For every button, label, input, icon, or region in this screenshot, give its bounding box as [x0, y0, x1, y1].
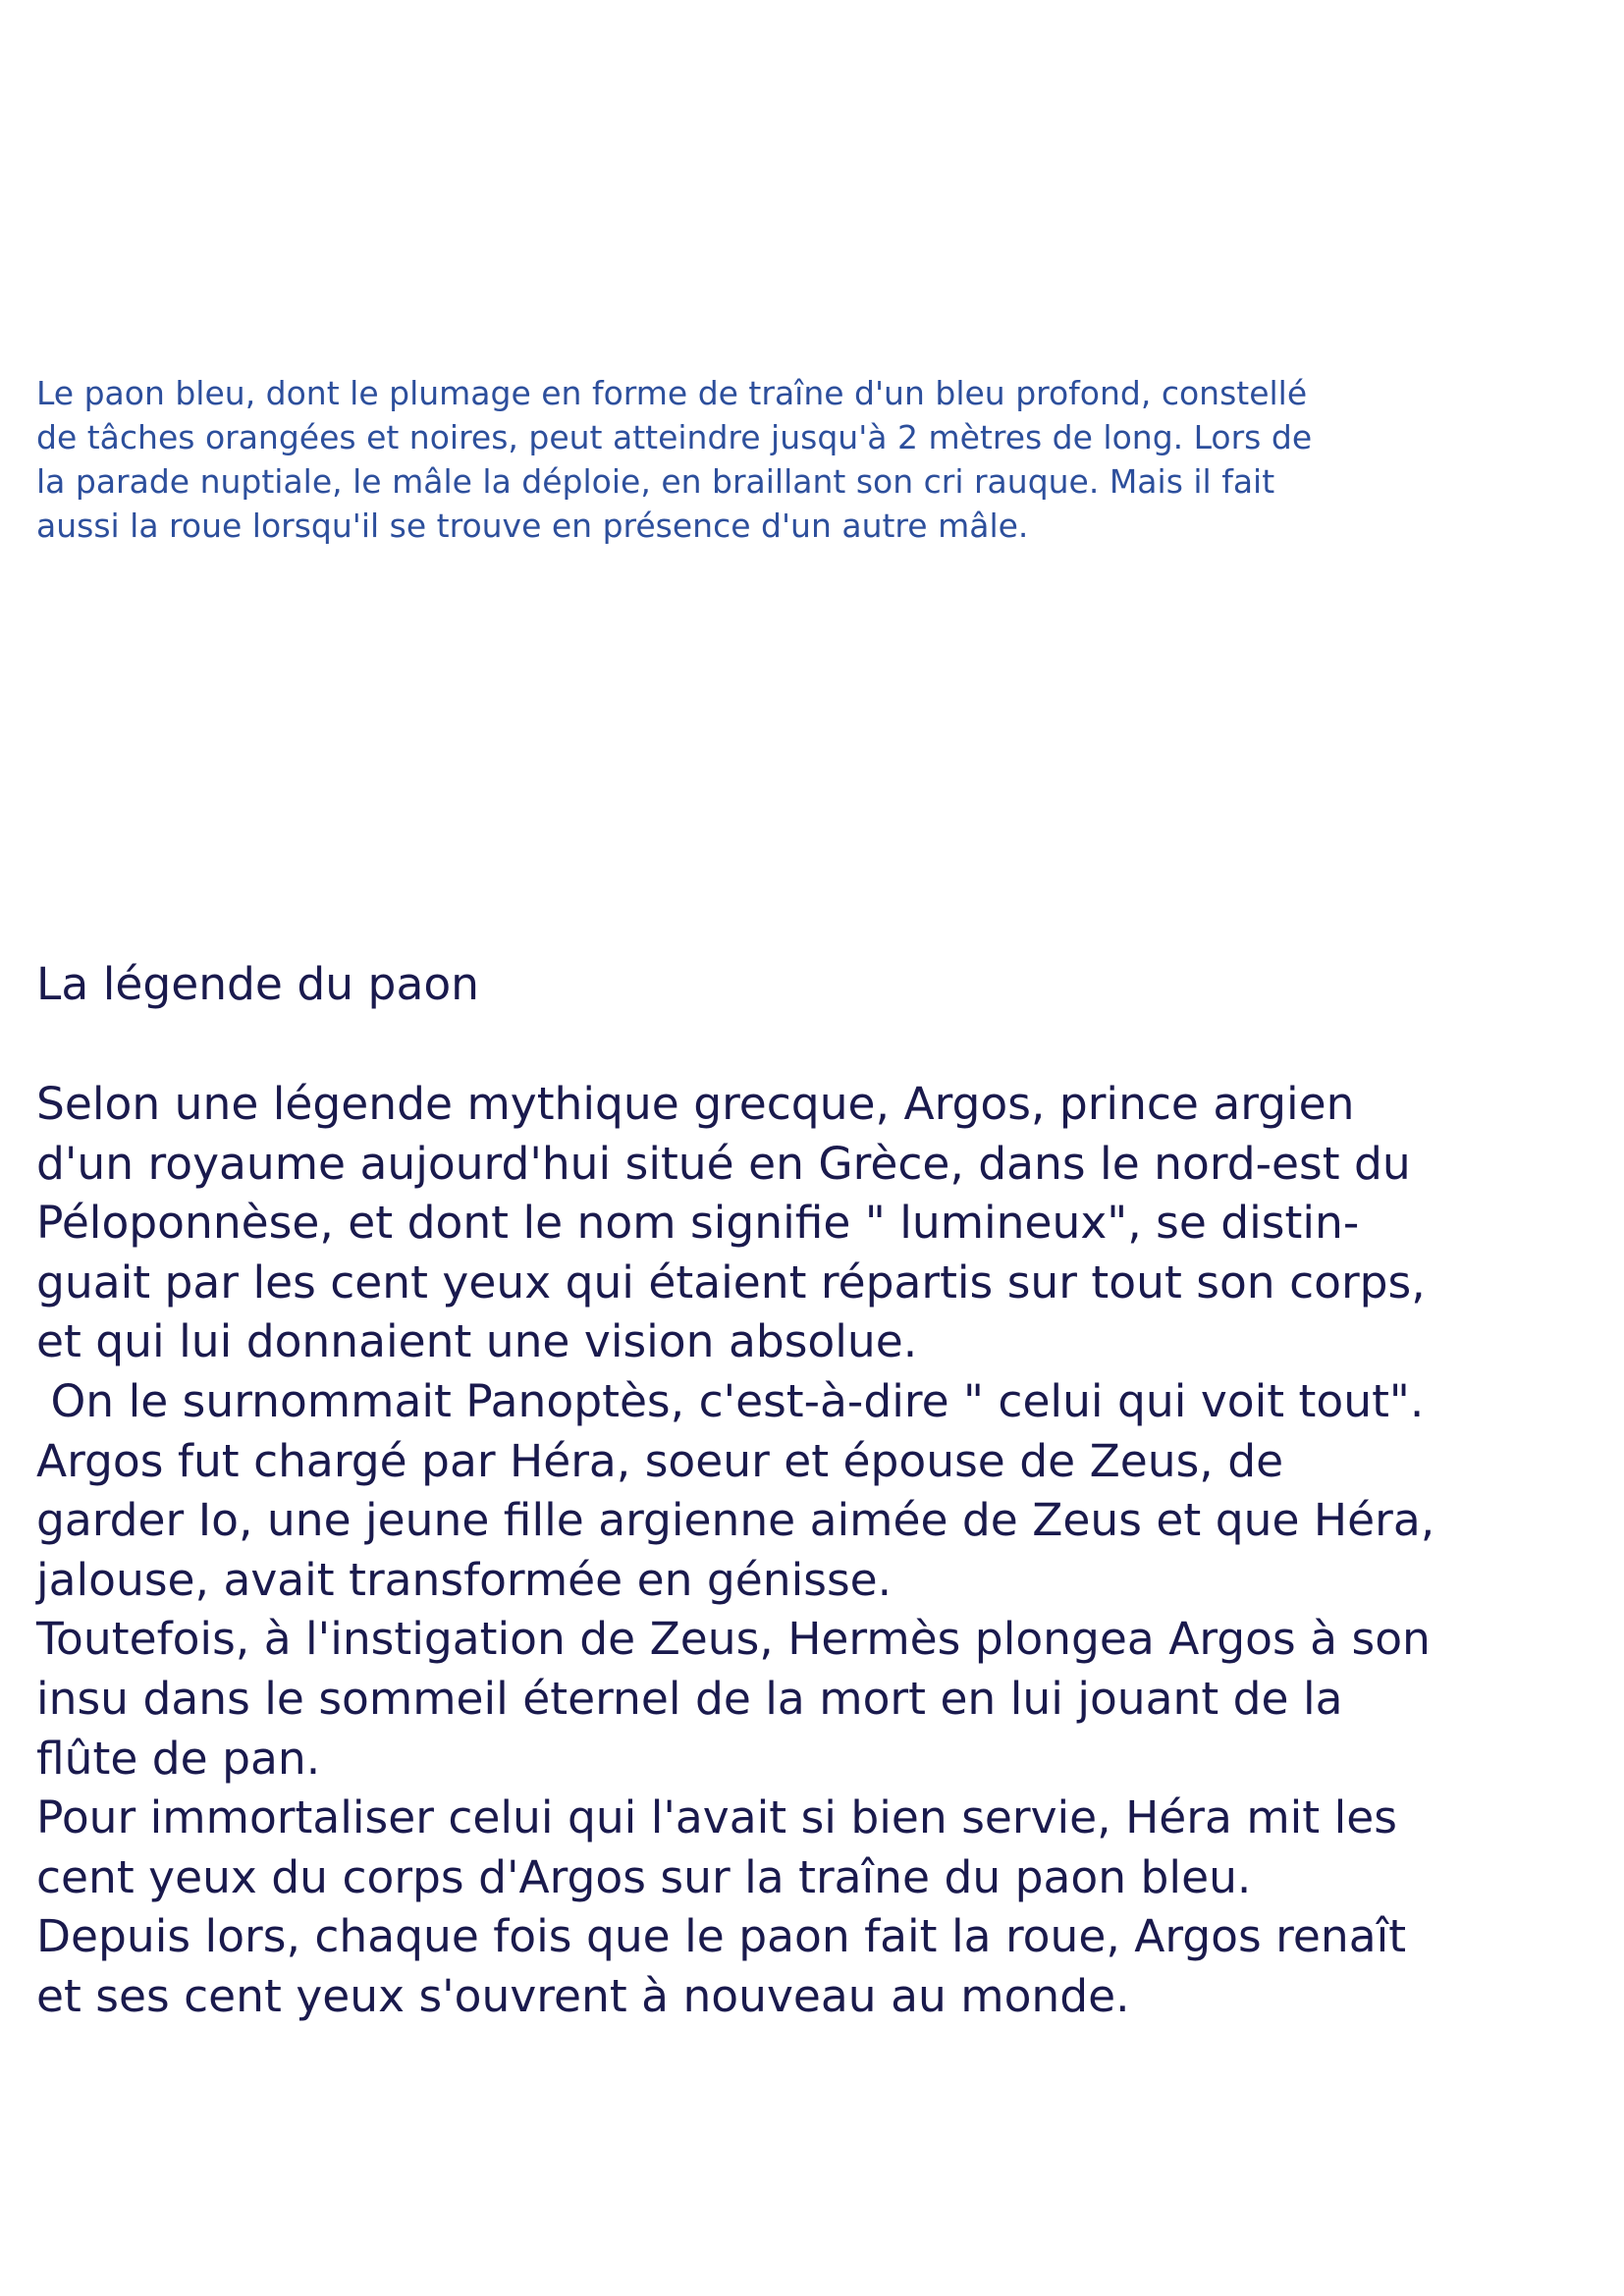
legend-line: Toutefois, à l'instigation de Zeus, Hermès plongea Argos à son [36, 1613, 1431, 1666]
legend-line: jalouse, avait transformée en génisse. [36, 1553, 893, 1606]
legend-heading: La légende du paon [36, 958, 480, 1010]
legend-line: garder Io, une jeune fille argienne aimée de Zeus et que Héra, [36, 1494, 1435, 1547]
legend-line: et qui lui donnaient une vision absolue. [36, 1315, 918, 1368]
intro-line: aussi la roue lorsqu'il se trouve en présence d'un autre mâle. [36, 507, 1029, 545]
legend-line: On le surnommait Panoptès, c'est-à-dire " celui qui voit tout". [36, 1374, 1425, 1427]
intro-line: Le paon bleu, dont le plumage en forme de traîne d'un bleu profond, constellé [36, 374, 1308, 412]
legend-line: insu dans le sommeil éternel de la mort en lui jouant de la [36, 1672, 1343, 1725]
legend-line: Selon une légende mythique grecque, Argos, prince argien [36, 1078, 1355, 1130]
legend-line: Péloponnèse, et dont le nom signifie " lumineux", se distin- [36, 1197, 1360, 1250]
legend-line: Argos fut chargé par Héra, soeur et épouse de Zeus, de [36, 1434, 1284, 1487]
legend-line: Pour immortaliser celui qui l'avait si bien servie, Héra mit les [36, 1791, 1397, 1844]
intro-line: la parade nuptiale, le mâle la déploie, en braillant son cri rauque. Mais il fait [36, 462, 1275, 501]
legend-line: et ses cent yeux s'ouvrent à nouveau au monde. [36, 1969, 1130, 2022]
legend-paragraph [36, 1075, 1617, 2027]
intro-paragraph [36, 371, 1607, 548]
intro-line: de tâches orangées et noires, peut atteindre jusqu'à 2 mètres de long. Lors de [36, 418, 1313, 456]
legend-line: d'un royaume aujourd'hui situé en Grèce, dans le nord-est du [36, 1137, 1411, 1190]
legend-line: guait par les cent yeux qui étaient répartis sur tout son corps, [36, 1255, 1426, 1308]
legend-line: flûte de pan. [36, 1732, 321, 1785]
legend-line: cent yeux du corps d'Argos sur la traîne du paon bleu. [36, 1850, 1252, 1903]
legend-line: Depuis lors, chaque fois que le paon fait la roue, Argos renaît [36, 1910, 1407, 1963]
